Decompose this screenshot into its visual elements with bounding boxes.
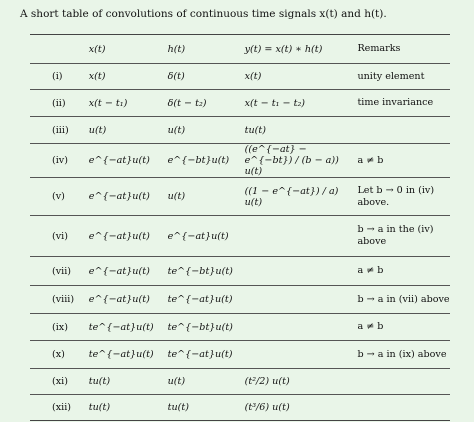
cell-x: tu(t): [88, 402, 111, 413]
cell-remark: b → a in the (iv) above: [357, 224, 434, 247]
table-row: [30, 90, 450, 117]
cell-x: te^{−at}u(t): [88, 321, 154, 333]
cell-remark: a ≠ b: [357, 321, 384, 332]
cell-y: x(t): [244, 71, 262, 82]
cell-y: (t²/2) u(t): [244, 376, 290, 387]
cell-x: x(t − t₁): [88, 97, 128, 109]
cell-y: x(t − t₁ − t₂): [244, 97, 306, 109]
cell-remark: time invariance: [357, 97, 434, 108]
cell-x: te^{−at}u(t): [88, 349, 154, 360]
cell-remark: b → a in (ix) above: [357, 348, 447, 360]
cell-y: ((1 − e^{−at}) / a) u(t): [244, 185, 339, 208]
table-row: [30, 395, 450, 421]
cell-h: u(t): [167, 124, 186, 136]
cell-x: e^{−at}u(t): [88, 191, 150, 202]
row-index: (vii): [52, 265, 72, 277]
cell-h: δ(t − t₂): [167, 97, 207, 109]
table-row: [30, 314, 450, 341]
table-row: [30, 216, 450, 257]
table-row: [30, 369, 450, 395]
row-index: (ii): [52, 97, 66, 109]
row-index: (v): [52, 191, 65, 202]
header-h: h(t): [167, 43, 186, 55]
cell-y: [245, 286, 358, 314]
row-index: (xii): [52, 402, 72, 413]
cell-h: te^{−at}u(t): [167, 349, 233, 360]
cell-remark: a ≠ b: [357, 265, 384, 276]
row-index: (iv): [52, 155, 68, 166]
table-row: [30, 257, 450, 286]
table-row: [30, 64, 450, 90]
cell-remark: [357, 369, 450, 395]
row-index: (vi): [52, 230, 68, 242]
table-row: [30, 178, 450, 216]
cell-y: ((e^{−at} − e^{−bt}) / (b − a)) u(t): [244, 144, 339, 177]
table-row: [30, 286, 450, 314]
row-index: (i): [52, 71, 63, 82]
cell-y: [245, 257, 358, 286]
cell-x: e^{−at}u(t): [88, 155, 150, 166]
cell-x: e^{−at}u(t): [88, 230, 150, 242]
cell-y: [245, 341, 358, 369]
cell-h: u(t): [167, 191, 186, 202]
cell-x: x(t): [88, 71, 106, 82]
row-index: (viii): [52, 294, 75, 305]
cell-y: [245, 216, 358, 257]
table-caption: A short table of convolutions of continuous time signals x(t) and h(t).: [20, 8, 387, 20]
row-index: (x): [52, 349, 65, 360]
cell-y: (t³/6) u(t): [244, 402, 290, 413]
row-index: (xi): [52, 376, 68, 387]
table-header-row: [30, 35, 450, 64]
row-index: (iii): [52, 124, 69, 136]
cell-remark: unity element: [357, 70, 425, 82]
cell-x: tu(t): [88, 376, 111, 387]
table-row: [30, 144, 450, 178]
convolution-table: [30, 34, 450, 421]
cell-h: u(t): [167, 376, 186, 387]
cell-h: te^{−bt}u(t): [167, 321, 233, 333]
cell-h: te^{−at}u(t): [167, 294, 233, 305]
cell-x: u(t): [88, 124, 107, 136]
header-remarks: Remarks: [357, 43, 401, 54]
table-body: [30, 64, 450, 421]
cell-h: δ(t): [167, 71, 185, 82]
cell-remark: a ≠ b: [357, 154, 384, 166]
header-x: x(t): [88, 43, 106, 55]
cell-h: tu(t): [167, 402, 189, 413]
header-y: y(t) = x(t) ∗ h(t): [244, 43, 323, 55]
cell-remark: b → a in (vii) above: [357, 293, 450, 305]
cell-y: tu(t): [244, 124, 266, 136]
cell-x: e^{−at}u(t): [88, 265, 150, 277]
cell-remark: [357, 395, 450, 421]
cell-h: te^{−bt}u(t): [167, 265, 233, 277]
cell-remark: Let b → 0 in (iv) above.: [357, 184, 435, 208]
cell-h: e^{−bt}u(t): [167, 155, 230, 166]
table-row: [30, 341, 450, 369]
cell-x: e^{−at}u(t): [88, 294, 150, 305]
cell-remark: [357, 117, 450, 144]
cell-h: e^{−at}u(t): [167, 230, 229, 242]
table-row: [30, 117, 450, 144]
cell-y: [245, 314, 358, 341]
row-index: (ix): [52, 321, 68, 333]
header-index: [30, 35, 89, 64]
